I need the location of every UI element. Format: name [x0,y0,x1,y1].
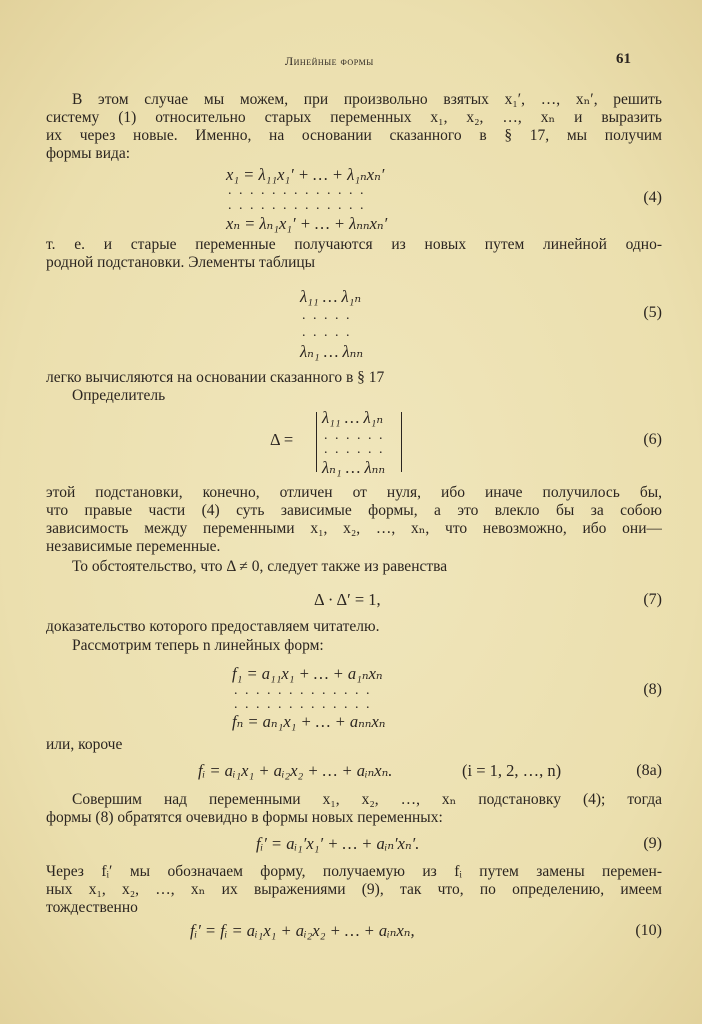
text-line: их через новые. Именно, на основании сказанного в § 17, мы получим [46,127,662,144]
page-number: 61 [616,51,631,67]
equation-8-first: f₁ = a₁₁x₁ + … + a₁ₙxₙ [232,664,383,683]
equation-label: (10) [635,922,662,939]
equation-dots: ............. [234,697,377,712]
equation-dots: ..... [302,325,357,340]
text-line: этой подстановки, конечно, отличен от нуля, ибо иначе получилось бы, [46,484,662,501]
equation-dots: ...... [324,442,390,457]
running-header: Линейные формы [285,54,374,68]
equation-4-last: xₙ = λₙ₁x₁′ + … + λₙₙxₙ′ [226,214,388,233]
equation-dots: ............. [234,683,377,698]
equation-label: (8a) [636,762,662,779]
equation-6-last: λₙ₁ … λₙₙ [322,458,386,477]
text-line: Рассмотрим теперь n линейных форм: [72,637,324,654]
equation-6-first: λ₁₁ … λ₁ₙ [322,408,384,427]
text-line: т. е. и старые переменные получаются из новых путем линейной одно- [46,236,662,253]
text-line: формы (8) обратятся очевидно в формы новых переменных: [46,809,443,826]
text-line: формы вида: [46,145,131,162]
equation-label: (8) [643,681,662,698]
text-line: тождественно [46,899,138,916]
text-line: Совершим над переменными x₁, x₂, …, xₙ подстановку (4); тогда [72,791,662,808]
equation-dots: ...... [324,428,390,443]
text-line: независимые переменные. [46,538,221,555]
text-line: Определитель [72,387,166,404]
text-line: В этом случае мы можем, при произвольно взятых x₁′, …, xₙ′, решить [72,91,662,108]
text-line: доказательство которого предоставляем читателю. [46,618,380,635]
equation-8a-condition: (i = 1, 2, …, n) [462,761,562,780]
text-line: легко вычисляются на основании сказанного в § 17 [46,369,385,386]
equation-8a: fᵢ = aᵢ₁x₁ + aᵢ₂x₂ + … + aᵢₙxₙ. [198,761,393,780]
text-line: систему (1) относительно старых переменных x₁, x₂, …, xₙ и выразить [46,109,662,126]
equation-9: fᵢ′ = aᵢ₁′x₁′ + … + aᵢₙ′xₙ′. [256,834,420,853]
equation-label: (4) [643,189,662,206]
determinant-lhs: Δ = [270,430,294,449]
equation-8-last: fₙ = aₙ₁x₁ + … + aₙₙxₙ [232,712,386,731]
equation-4-first: x₁ = λ₁₁x₁′ + … + λ₁ₙxₙ′ [226,165,385,184]
equation-label: (6) [643,431,662,448]
text-line: или, короче [46,736,123,753]
text-line: родной подстановки. Элементы таблицы [46,254,316,271]
equation-dots: ..... [302,308,357,323]
equation-label: (5) [643,304,662,321]
text-line: Через fᵢ′ мы обозначаем форму, получаемую из fᵢ путем замены перемен- [46,863,662,880]
equation-5-last: λₙ₁ … λₙₙ [300,342,364,361]
equation-5-first: λ₁₁ … λ₁ₙ [300,287,362,306]
equation-label: (7) [643,591,662,608]
equation-7: Δ · Δ′ = 1, [314,590,381,609]
equation-10: fᵢ′ = fᵢ = aᵢ₁x₁ + aᵢ₂x₂ + … + aᵢₙxₙ, [190,921,415,940]
equation-dots: ............. [228,198,371,213]
equation-label: (9) [643,835,662,852]
equation-dots: ............. [228,183,371,198]
text-line: То обстоятельство, что Δ ≠ 0, следует также из равенства [72,558,448,575]
text-line: ных x₁, x₂, …, xₙ их выражениями (9), так что, по определению, имеем [46,881,662,898]
text-line: что правые части (4) суть зависимые формы, а это влекло бы за собою [46,502,662,519]
text-line: зависимость между переменными x₁, x₂, …, xₙ, что невозможно, ибо они— [46,520,662,537]
